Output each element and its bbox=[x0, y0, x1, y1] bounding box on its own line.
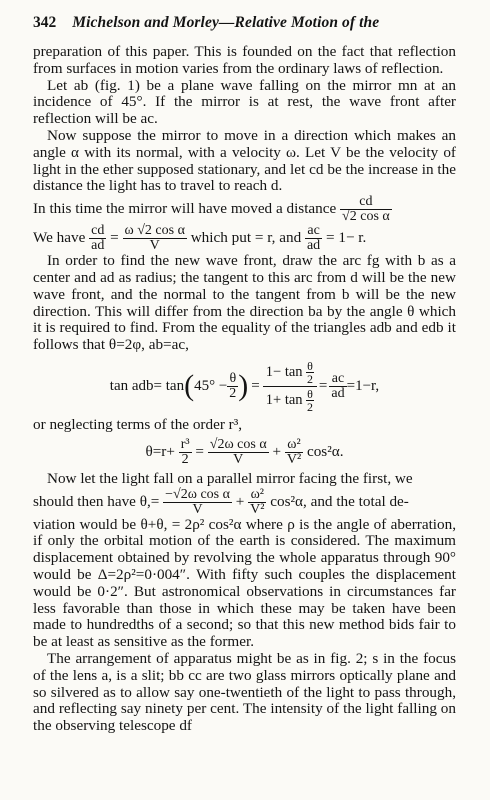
frac-den: V bbox=[192, 501, 203, 517]
ac-ad-fraction bbox=[305, 224, 322, 253]
page-number: 342 bbox=[33, 14, 57, 31]
tan-ac-ad-fraction bbox=[329, 372, 346, 401]
frac-num: θ bbox=[227, 372, 238, 387]
r3-half-fraction bbox=[179, 438, 192, 467]
theta-term2-fraction bbox=[285, 438, 303, 467]
distance-fraction bbox=[340, 195, 392, 224]
paren-open: ( bbox=[184, 369, 195, 403]
theta-end: cos²α. bbox=[306, 442, 344, 460]
frac-num: √2ω cos α bbox=[209, 436, 267, 452]
theta-lhs: θ=r+ bbox=[145, 442, 175, 460]
den-theta-half bbox=[306, 388, 314, 413]
theta1-end: cos²α, bbox=[270, 492, 307, 510]
tan-lhs: tan adb= tan bbox=[109, 378, 185, 395]
paragraph-7: Now let the light fall on a parallel mirror facing the first, we bbox=[47, 469, 413, 487]
body-text bbox=[33, 44, 456, 735]
frac-num: cd bbox=[340, 195, 392, 210]
total-dev-text: and the total de- bbox=[310, 492, 409, 510]
inner-num: θ bbox=[307, 358, 313, 373]
frac-num: cd bbox=[91, 223, 105, 239]
paren-close: ) bbox=[238, 369, 249, 403]
tan-ratio-fraction bbox=[263, 360, 317, 413]
frac-num: ω² bbox=[285, 438, 303, 453]
frac-num: −√2ω cos α bbox=[165, 486, 230, 502]
frac-num: ac bbox=[329, 372, 346, 387]
frac-den: 2 bbox=[229, 385, 237, 401]
num-theta-half bbox=[306, 360, 314, 385]
frac-den: V² bbox=[250, 501, 265, 517]
tan-inner: 45° − bbox=[194, 378, 228, 395]
paragraph-1: preparation of this paper. This is founded on the fact that reflection from surfaces in motion varies from the ordinary laws of reflection. bbox=[33, 43, 456, 77]
theta1-plus: + bbox=[235, 492, 245, 510]
we-have-line bbox=[33, 224, 456, 253]
paragraph-5: In order to find the new wave front, draw the arc fg with b as a center and ad as radius; the tangent to this arc from d will be the new wave front, and the normal to the tangent from b will be the new direction. This will differ from the direction ba by the angle θ which it is required to find. From the equality of the triangles adb and edb it follows that θ=2φ, ab=ac, bbox=[33, 252, 456, 354]
theta-plus: + bbox=[272, 442, 282, 460]
omega-v-fraction bbox=[123, 224, 187, 253]
running-title: Michelson and Morley—Relative Motion of the bbox=[72, 14, 380, 31]
frac-den bbox=[263, 387, 317, 413]
paragraph-2: Let ab (fig. 1) be a plane wave falling on the mirror mn at an incidence of 45°. If the mirror is at rest, the wave front after reflection will be ac. bbox=[33, 76, 456, 128]
frac-den: ad bbox=[91, 238, 105, 254]
paragraph-8: viation would be θ+θ, = 2ρ² cos²α where ρ is the angle of aberration, if only the orbital motion of the earth is considered. The maximum displacement obtained by revolving the whole apparatus through 90° would be Δ=2ρ²=0·004″. With fifty such couples the displacement would be 0·2″. But astronomical observations in circumstances far less favorable than those in which these may be taken have been made to hundredths of a second; so that this new method bids fair to be at least as sensitive as the former. bbox=[33, 515, 456, 651]
tan-rhs-equals: = bbox=[318, 378, 328, 395]
paragraph-9: The arrangement of apparatus might be as in fig. 2; s in the focus of the lens a, is a slit; bb cc are two glass mirrors optically plane and so silvered as to allow say one-twentieth of the light to pass through, and reflecting say ninety per cent. The intensity of the light falling on the observing telescope df bbox=[33, 649, 456, 735]
paragraph-6: or neglecting terms of the order r³, bbox=[33, 415, 243, 433]
frac-num bbox=[263, 360, 317, 387]
inner-num: θ bbox=[307, 386, 313, 401]
tan-equation bbox=[33, 360, 456, 413]
theta1-lhs: θ,= bbox=[139, 492, 160, 510]
tan-rhs-end: =1−r, bbox=[346, 378, 380, 395]
frac-den: 2 bbox=[181, 451, 189, 467]
distance-line bbox=[33, 195, 456, 224]
inner-den: 2 bbox=[307, 399, 314, 414]
frac-num: r³ bbox=[180, 436, 190, 452]
equals-sign: = bbox=[110, 229, 119, 247]
frac-num: ω² bbox=[248, 488, 266, 503]
tan-num-text: 1− tan bbox=[265, 363, 303, 380]
theta1-term1-fraction bbox=[163, 488, 232, 517]
which-put-text: which put = r, and bbox=[190, 229, 302, 247]
frac-den: V bbox=[149, 238, 160, 254]
paragraph-3: Now suppose the mirror to move in a direction which makes an angle α with its normal, with a velocity ω. Let V be the velocity of light in the ether supposed stationary, and let cd be the increase in the distance the light has to travel to reach d. bbox=[33, 126, 456, 195]
inner-den: 2 bbox=[307, 371, 314, 386]
frac-den: V bbox=[233, 451, 244, 467]
theta-half-fraction bbox=[227, 372, 238, 401]
tan-den-text: 1+ tan bbox=[265, 391, 303, 408]
distance-text: In this time the mirror will have moved a distance bbox=[33, 200, 337, 218]
frac-num: ω √2 cos α bbox=[124, 223, 185, 239]
theta-equals: = bbox=[195, 442, 204, 460]
theta1-line bbox=[33, 488, 456, 517]
theta1-term2-fraction bbox=[248, 488, 266, 517]
we-have-text: We have bbox=[33, 229, 86, 247]
should-have-text: should then have bbox=[33, 492, 136, 510]
frac-den: V² bbox=[286, 451, 302, 467]
theta-equation bbox=[33, 438, 456, 467]
tan-equals: = bbox=[251, 378, 260, 395]
frac-num: ac bbox=[305, 224, 322, 239]
running-header bbox=[33, 14, 456, 38]
one-minus-r-text: = 1− r. bbox=[325, 229, 367, 247]
frac-den: ad bbox=[331, 385, 345, 401]
frac-den: √2 cos α bbox=[342, 209, 390, 225]
cd-ad-fraction bbox=[89, 224, 106, 253]
frac-den: ad bbox=[306, 238, 321, 254]
theta-term1-fraction bbox=[208, 438, 269, 467]
